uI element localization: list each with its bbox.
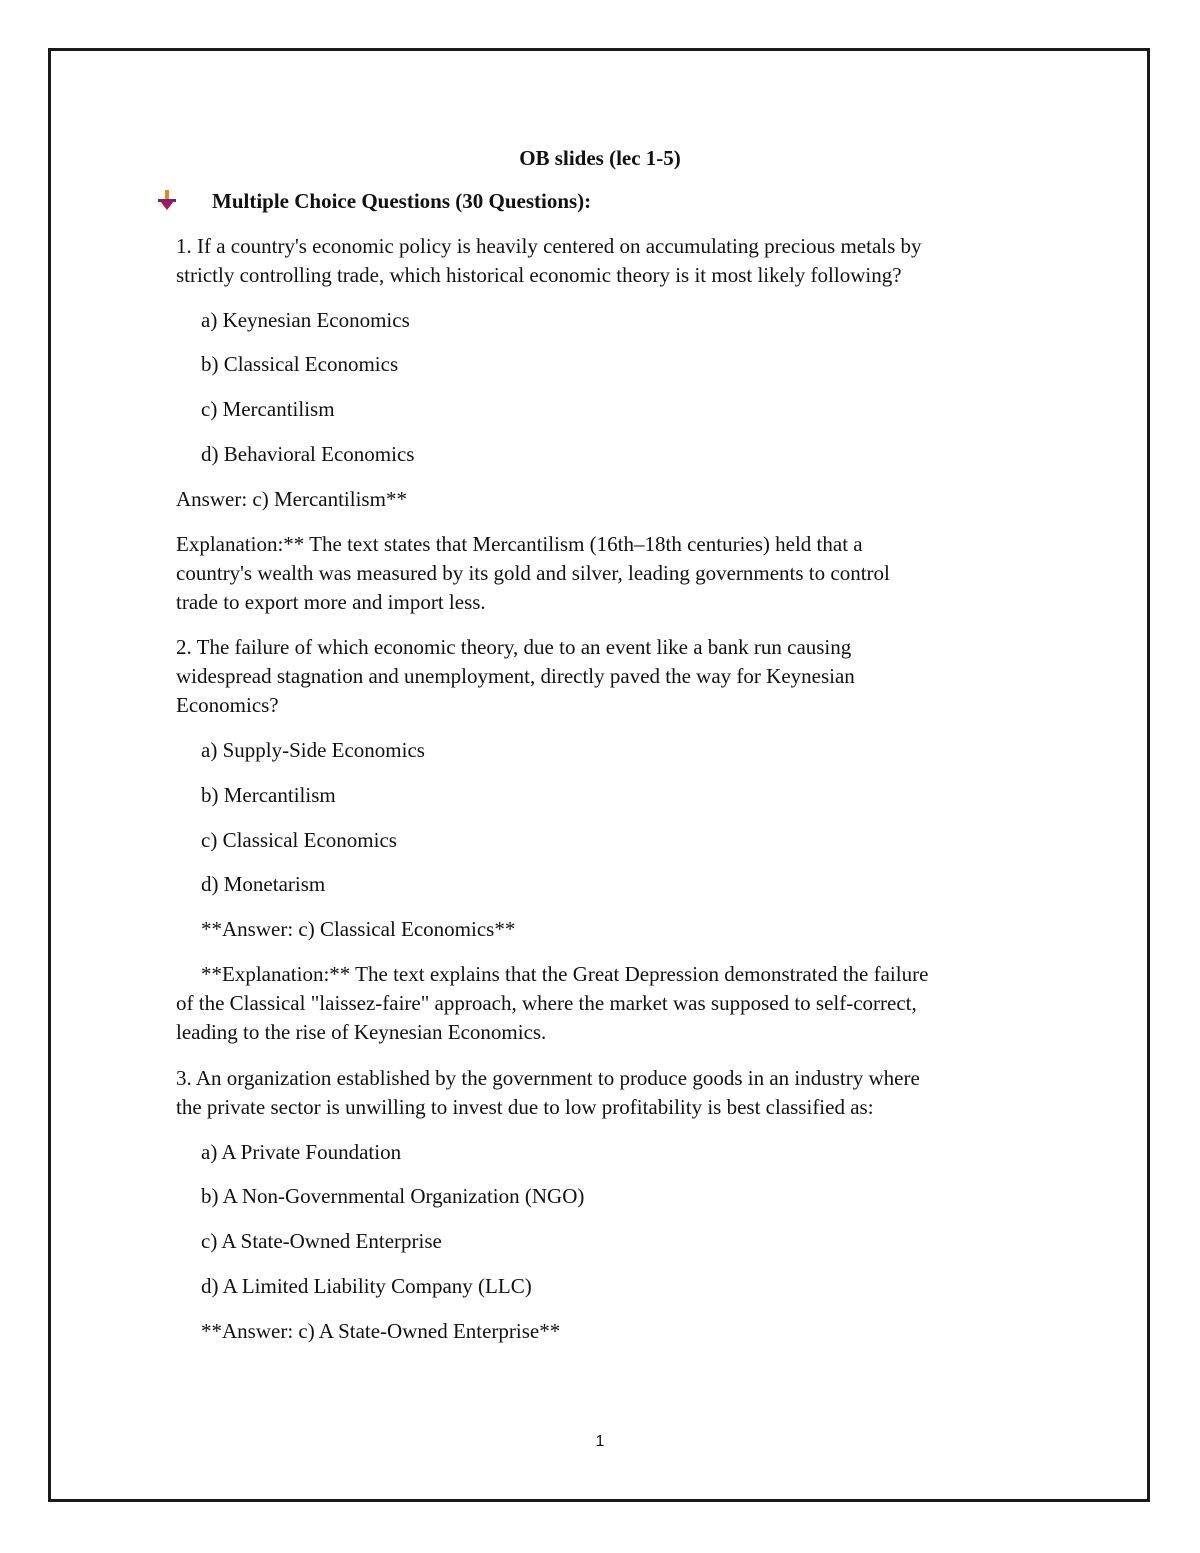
question-2-explanation-line-2: of the Classical "laissez-faire" approach, where the market was supposed to self-correct, [176,991,917,1015]
question-2-option-c: c) Classical Economics [201,828,397,852]
question-2-line-2: widespread stagnation and unemployment, directly paved the way for Keynesian [176,664,855,688]
question-1-explanation-line-2: country's wealth was measured by its gold and silver, leading governments to control [176,561,890,585]
question-2-explanation-line-1: **Explanation:** The text explains that the Great Depression demonstrated the failure [201,962,929,986]
question-1-option-b: b) Classical Economics [201,352,399,376]
question-2-line-3: Economics? [176,693,279,717]
question-2-explanation-line-3: leading to the rise of Keynesian Economics. [176,1020,547,1044]
page-number: 1 [595,1433,605,1450]
question-3-line-2: the private sector is unwilling to invest due to low profitability is best classified as: [176,1095,874,1119]
question-2-option-b: b) Mercantilism [201,783,336,807]
question-1-option-d: d) Behavioral Economics [201,442,415,466]
question-1-line-2: strictly controlling trade, which historical economic theory is it most likely following? [176,263,902,287]
question-3-option-c: c) A State-Owned Enterprise [201,1229,442,1253]
question-2-answer: **Answer: c) Classical Economics** [201,917,516,941]
question-3-answer: **Answer: c) A State-Owned Enterprise** [201,1319,561,1343]
question-2-option-d: d) Monetarism [201,872,326,896]
document-title: OB slides (lec 1-5) [519,146,681,170]
question-3-option-b: b) A Non-Governmental Organization (NGO) [201,1184,585,1208]
question-1-explanation-line-1: Explanation:** The text states that Mercantilism (16th–18th centuries) held that a [176,532,863,556]
question-3-line-1: 3. An organization established by the government to produce goods in an industry where [176,1066,920,1090]
question-1-answer: Answer: c) Mercantilism** [176,487,407,511]
down-arrow-bullet-icon [156,189,178,211]
question-1-line-1: 1. If a country's economic policy is heavily centered on accumulating precious metals by [176,234,922,258]
question-1-option-c: c) Mercantilism [201,397,335,421]
section-title: Multiple Choice Questions (30 Questions): [212,189,592,213]
question-3-option-d: d) A Limited Liability Company (LLC) [201,1274,532,1298]
question-2-option-a: a) Supply-Side Economics [201,738,425,762]
question-1-option-a: a) Keynesian Economics [201,308,410,332]
question-1-explanation-line-3: trade to export more and import less. [176,590,486,614]
question-3-option-a: a) A Private Foundation [201,1140,402,1164]
question-2-line-1: 2. The failure of which economic theory, due to an event like a bank run causing [176,635,852,659]
